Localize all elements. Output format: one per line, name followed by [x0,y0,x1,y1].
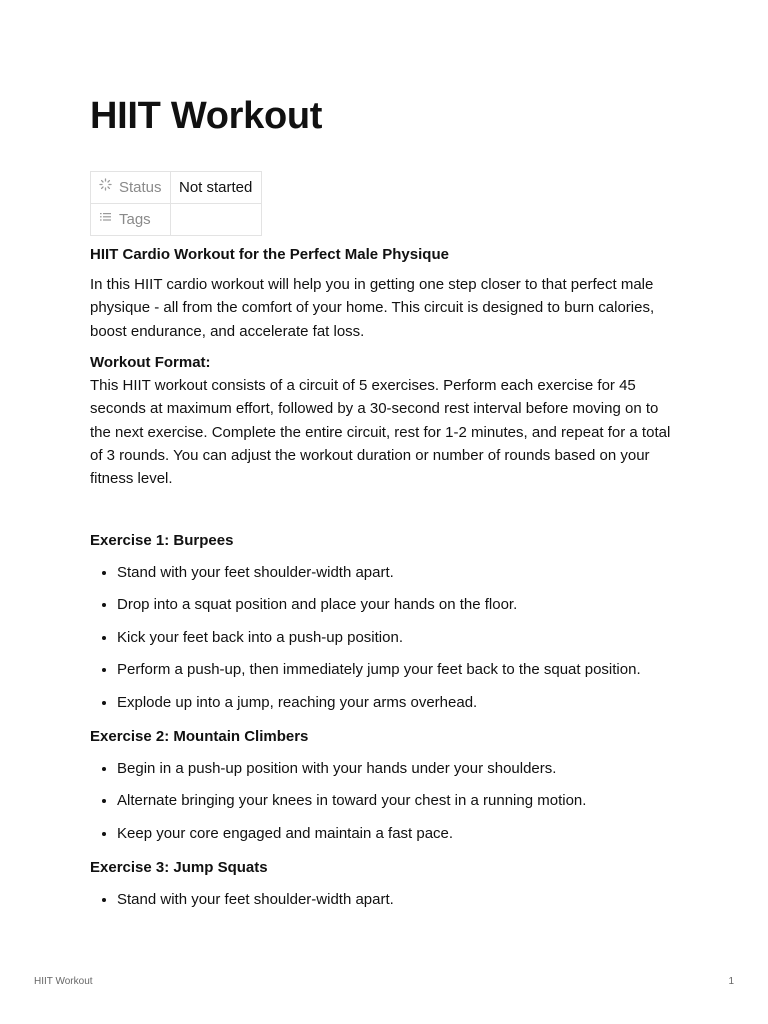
list-item: • Begin in a push-up position with your hands under your shoulders. [117,759,680,779]
list-item: • Drop into a squat position and place your hands on the floor. [117,595,680,615]
list-item: • Explode up into a jump, reaching your arms overhead. [117,693,680,713]
property-row-tags [91,204,262,236]
loading-spinner-icon [99,178,113,195]
list-item: • Kick your feet back into a push-up position. [117,628,680,648]
page-title: HIIT Workout [90,95,323,137]
exercise-steps-list [90,563,680,713]
format-label: Workout Format: [90,353,211,371]
property-key-label: Tags [119,210,151,228]
property-key-tags [91,204,171,236]
exercise-steps-list [90,890,680,910]
list-item: • Alternate bringing your knees in toward your chest in a running motion. [117,791,680,811]
properties-table [90,171,262,236]
intro-heading: HIIT Cardio Workout for the Perfect Male Physique [90,246,449,263]
list-item: • Perform a push-up, then immediately jump your feet back to the squat position. [117,660,680,680]
intro-paragraph: In this HIIT cardio workout will help you in getting one step closer to that perfect male physique - all from the comfort of your home. This circuit is designed to burn calories, boost endurance, and accelerate fat loss. [90,276,655,340]
list-item: • Stand with your feet shoulder-width apart. [117,890,680,910]
footer-document-title: HIIT Workout [34,976,93,987]
footer-page-number: 1 [728,976,734,987]
property-key-status [91,172,171,204]
property-value-tags[interactable] [171,204,262,236]
list-item: • Keep your core engaged and maintain a fast pace. [117,824,680,844]
property-row-status [91,172,262,204]
property-key-label: Status [119,178,162,196]
property-value-status[interactable]: Not started [171,172,262,204]
exercise-heading: Exercise 1: Burpees [90,531,234,549]
exercise-heading: Exercise 2: Mountain Climbers [90,727,309,745]
exercise-steps-list [90,759,680,844]
page-content [90,92,680,918]
format-paragraph: This HIIT workout consists of a circuit of 5 exercises. Perform each exercise for 45 seconds at maximum effort, followed by a 30-second rest interval before moving on to the next exercise. Complete the entire circuit, rest for 1-2 minutes, and repeat for a total of 3 rounds. You can adjust the workout duration or number of rounds based on your fitness level. [90,377,671,488]
exercise-heading: Exercise 3: Jump Squats [90,858,268,876]
spacer [90,491,680,531]
list-item: • Stand with your feet shoulder-width apart. [117,563,680,583]
list-icon [99,210,113,227]
